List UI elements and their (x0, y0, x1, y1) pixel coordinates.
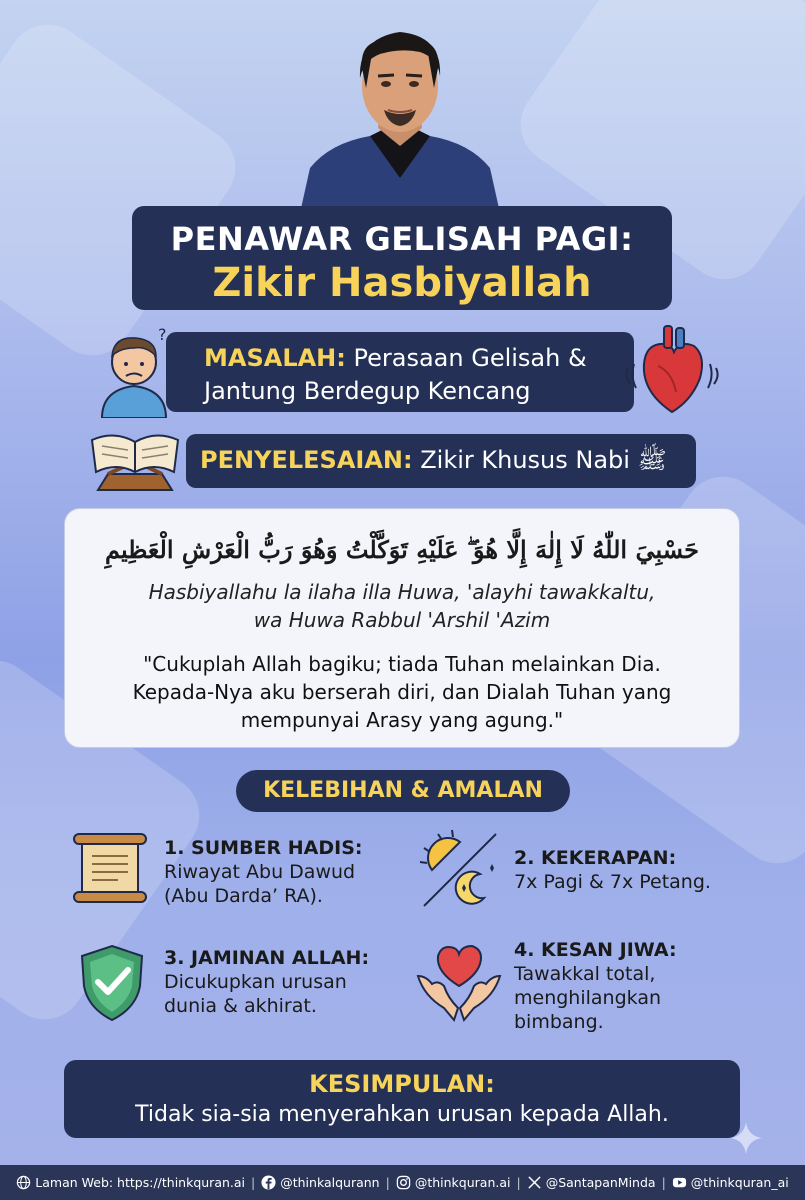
penyelesaian-box (186, 434, 696, 488)
footer-website-text: Laman Web: https://thinkquran.ai (35, 1175, 246, 1190)
benefit-1-line-1: Riwayat Abu Dawud (164, 861, 356, 883)
benefit-4-line-3: bimbang. (514, 1011, 604, 1033)
scroll-icon (70, 830, 150, 906)
title-line-1: PENAWAR GELISAH PAGI: (170, 220, 634, 258)
meaning (65, 650, 739, 734)
title-banner (132, 206, 672, 310)
meaning-line-1: "Cukuplah Allah bagiku; tiada Tuhan melainkan Dia. (143, 652, 661, 676)
quran-book-icon (88, 424, 182, 494)
footer-youtube-text: @thinkquran_ai (690, 1175, 789, 1190)
meaning-line-3: mempunyai Arasy yang agung." (240, 708, 564, 732)
globe-icon (16, 1175, 31, 1190)
masalah-label: MASALAH: (204, 344, 346, 372)
benefit-3-line-1: Dicukupkan urusan (164, 971, 347, 993)
benefit-4 (514, 938, 677, 1034)
penyelesaian-text: Zikir Khusus Nabi ﷺ (412, 446, 667, 474)
facebook-icon (261, 1175, 276, 1190)
footer-bar (0, 1165, 805, 1200)
benefit-3 (164, 946, 369, 1018)
footer-website[interactable] (16, 1175, 245, 1190)
footer-separator: | (385, 1175, 390, 1190)
benefit-2-line-1: 7x Pagi & 7x Petang. (514, 871, 711, 893)
sparkle-icon (728, 1120, 764, 1156)
footer-x[interactable] (527, 1175, 656, 1190)
heart-hands-icon (414, 936, 504, 1024)
background-shape (0, 9, 251, 371)
benefit-4-title: 4. KESAN JIWA: (514, 939, 677, 961)
benefit-3-line-2: dunia & akhirat. (164, 995, 317, 1017)
masalah-box (166, 332, 634, 412)
svg-text:?: ? (158, 326, 167, 344)
sun-moon-icon (418, 828, 502, 912)
transliteration (65, 578, 739, 634)
title-line-2: Zikir Hasbiyallah (212, 260, 592, 306)
penyelesaian-label: PENYELESAIAN: (200, 446, 413, 474)
section-heading: KELEBIHAN & AMALAN (236, 770, 570, 812)
footer-instagram[interactable] (396, 1175, 511, 1190)
footer-instagram-text: @thinkquran.ai (414, 1175, 511, 1190)
x-logo-icon (527, 1175, 542, 1190)
arabic-text: حَسْبِيَ اللّٰهُ لَا إِلٰهَ إِلَّا هُوَ ۖ عَلَيْهِ تَوَكَّلْتُ وَهُوَ رَبُّ الْعَرْشِ الْعَظِيمِ (105, 535, 699, 564)
masalah-text-1: Perasaan Gelisah & (345, 344, 587, 372)
benefit-1 (164, 836, 363, 908)
footer-facebook[interactable] (261, 1175, 379, 1190)
instagram-icon (396, 1175, 411, 1190)
benefit-3-title: 3. JAMINAN ALLAH: (164, 947, 370, 969)
masalah-text-2: Jantung Berdegup Kencang (204, 377, 531, 405)
benefit-4-line-1: Tawakkal total, (514, 963, 656, 985)
worried-person-icon (96, 326, 172, 418)
translit-line-2: wa Huwa Rabbul 'Arshil 'Azim (253, 608, 551, 632)
meaning-line-2: Kepada-Nya aku berserah diri, dan Dialah Tuhan yang (132, 680, 672, 704)
dua-card (64, 508, 740, 748)
benefit-4-line-2: menghilangkan (514, 987, 661, 1009)
benefit-2-title: 2. KEKERAPAN: (514, 847, 677, 869)
benefit-2 (514, 846, 711, 894)
footer-x-text: @SantapanMinda (545, 1175, 656, 1190)
footer-separator: | (661, 1175, 666, 1190)
benefit-1-line-2: (Abu Darda’ RA). (164, 885, 323, 907)
footer-youtube[interactable] (672, 1175, 789, 1190)
heart-organ-icon (622, 322, 722, 418)
footer-separator: | (516, 1175, 521, 1190)
youtube-icon (672, 1175, 687, 1190)
kesimpulan-box (64, 1060, 740, 1138)
presenter-photo (300, 18, 500, 213)
footer-separator: | (251, 1175, 256, 1190)
benefit-1-title: 1. SUMBER HADIS: (164, 837, 363, 859)
footer-facebook-text: @thinkalqurann (280, 1175, 380, 1190)
kesimpulan-text: Tidak sia-sia menyerahkan urusan kepada Allah. (135, 1102, 669, 1127)
translit-line-1: Hasbiyallahu la ilaha illa Huwa, 'alayhi tawakkaltu, (148, 580, 656, 604)
kesimpulan-title: KESIMPULAN: (309, 1070, 495, 1098)
shield-check-icon (76, 942, 148, 1024)
